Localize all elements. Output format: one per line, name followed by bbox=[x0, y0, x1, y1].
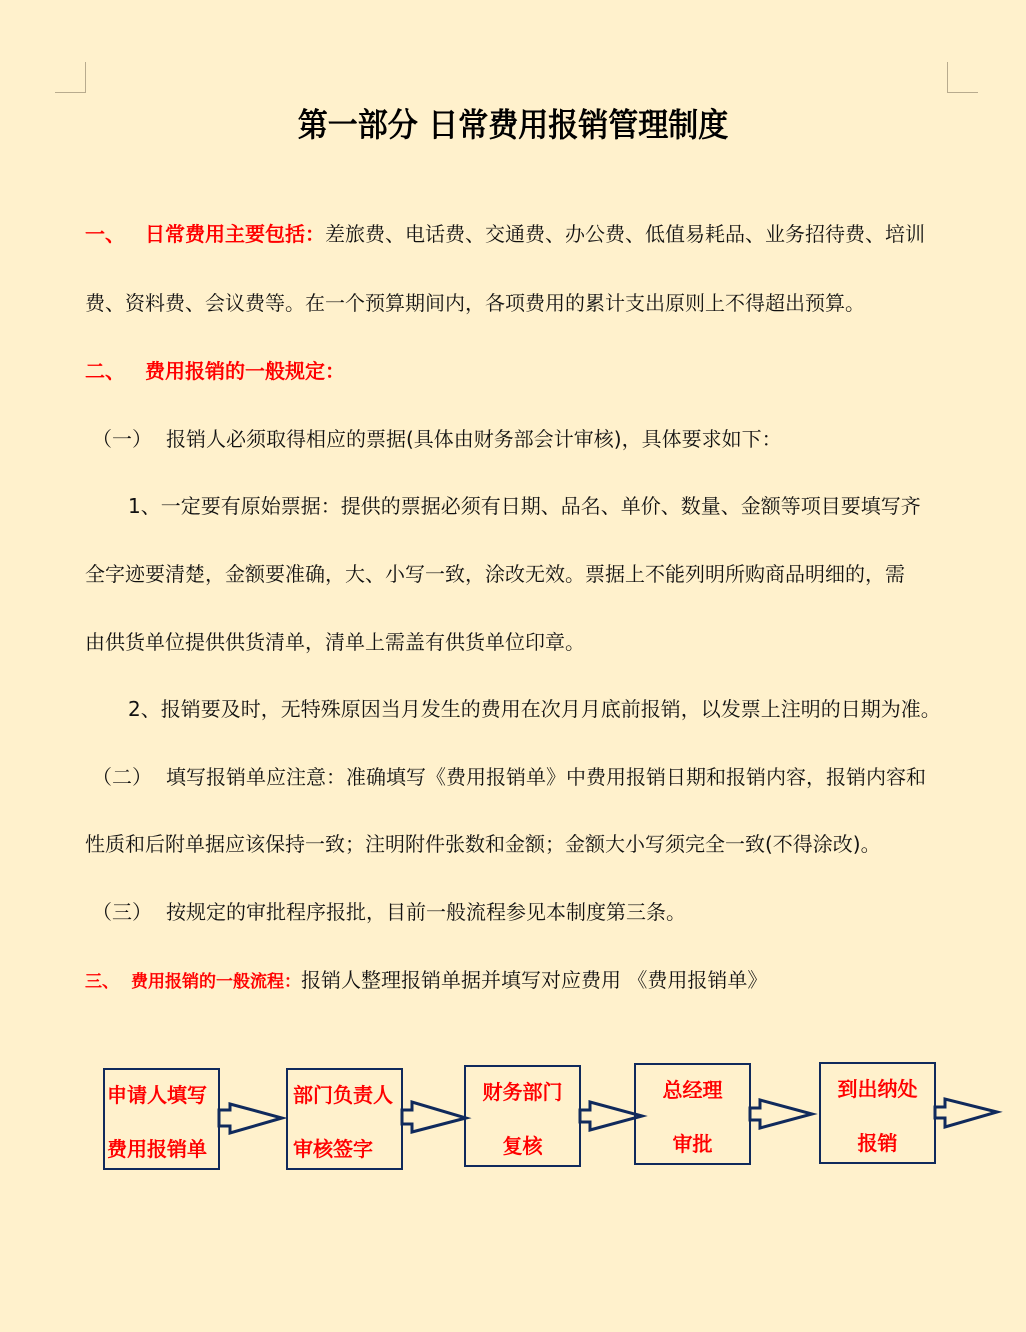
section-2-heading: 费用报销的一般规定： bbox=[145, 359, 345, 383]
flow-step-1-line-2: 费用报销单 bbox=[107, 1137, 207, 1161]
item-1-line bbox=[92, 425, 782, 453]
flow-step-2-line-1: 部门负责人 bbox=[293, 1083, 393, 1107]
flow-step-4-line-2: 审批 bbox=[672, 1132, 713, 1156]
item-3-label: （三） bbox=[92, 900, 152, 924]
flow-step-2-line-2: 审核签字 bbox=[293, 1137, 373, 1161]
arrow-icon bbox=[580, 1102, 642, 1130]
flow-step-3-line-1: 财务部门 bbox=[482, 1080, 563, 1104]
section-2-heading-line bbox=[85, 357, 345, 385]
flow-step-1-line-1: 申请人填写 bbox=[107, 1083, 207, 1107]
arrow-icon bbox=[935, 1099, 997, 1127]
item-3-text: 按规定的审批程序报批，目前一般流程参见本制度第三条。 bbox=[166, 900, 686, 924]
document-title: 第一部分 日常费用报销管理制度 bbox=[297, 106, 729, 145]
section-1-heading: 日常费用主要包括： bbox=[145, 222, 325, 246]
item-2-label: （二） bbox=[92, 765, 152, 789]
item-1-sub-2-line-1: 2、报销要及时，无特殊原因当月发生的费用在次月月底前报销，以发票上注明的日期为准。 bbox=[128, 697, 941, 721]
item-2-line-1 bbox=[92, 763, 926, 791]
section-1-number: 一、 bbox=[85, 222, 125, 246]
flow-step-5-line-1: 到出纳处 bbox=[837, 1077, 918, 1101]
section-2-number: 二、 bbox=[85, 359, 125, 383]
item-2-line-2: 性质和后附单据应该保持一致；注明附件张数和金额；金额大小写须完全一致(不得涂改)。 bbox=[85, 832, 881, 856]
section-3-text: 报销人整理报销单据并填写对应费用 《费用报销单》 bbox=[301, 968, 768, 992]
item-2-text: 填写报销单应注意：准确填写《费用报销单》中费用报销日期和报销内容，报销内容和 bbox=[166, 765, 926, 789]
item-1-sub-1-line-2: 全字迹要清楚，金额要准确，大、小写一致，涂改无效。票据上不能列明所购商品明细的，需 bbox=[85, 562, 905, 586]
arrow-icon bbox=[402, 1102, 466, 1132]
section-1-text: 差旅费、电话费、交通费、办公费、低值易耗品、业务招待费、培训 bbox=[325, 222, 925, 246]
item-1-label: （一） bbox=[92, 427, 152, 451]
flow-step-3-line-2: 复核 bbox=[502, 1134, 543, 1158]
section-3-line bbox=[85, 966, 767, 996]
arrow-icon bbox=[750, 1100, 812, 1128]
flow-step-2 bbox=[286, 1068, 403, 1170]
item-3-line bbox=[92, 898, 686, 926]
section-3-number: 三、 bbox=[85, 972, 119, 992]
page-corner-mark-top-left bbox=[55, 62, 86, 93]
flow-step-3 bbox=[464, 1065, 581, 1167]
section-3-heading: 费用报销的一般流程： bbox=[131, 972, 301, 992]
flow-step-5-line-2: 报销 bbox=[857, 1131, 898, 1155]
item-1-sub-1-line-1: 1、一定要有原始票据：提供的票据必须有日期、品名、单价、数量、金额等项目要填写齐 bbox=[128, 494, 921, 518]
flow-step-1 bbox=[103, 1068, 220, 1170]
item-1-sub-1-line-3: 由供货单位提供供货清单，清单上需盖有供货单位印章。 bbox=[85, 630, 585, 654]
section-1-line-1 bbox=[85, 220, 925, 248]
arrow-icon bbox=[219, 1104, 282, 1133]
flow-step-4-line-1: 总经理 bbox=[662, 1078, 723, 1102]
flow-step-5 bbox=[819, 1062, 936, 1164]
item-1-text: 报销人必须取得相应的票据(具体由财务部会计审核)，具体要求如下： bbox=[166, 427, 782, 451]
page-corner-mark-top-right bbox=[947, 62, 978, 93]
flow-step-4 bbox=[634, 1063, 751, 1165]
section-1-line-2: 费、资料费、会议费等。在一个预算期间内，各项费用的累计支出原则上不得超出预算。 bbox=[85, 291, 865, 315]
